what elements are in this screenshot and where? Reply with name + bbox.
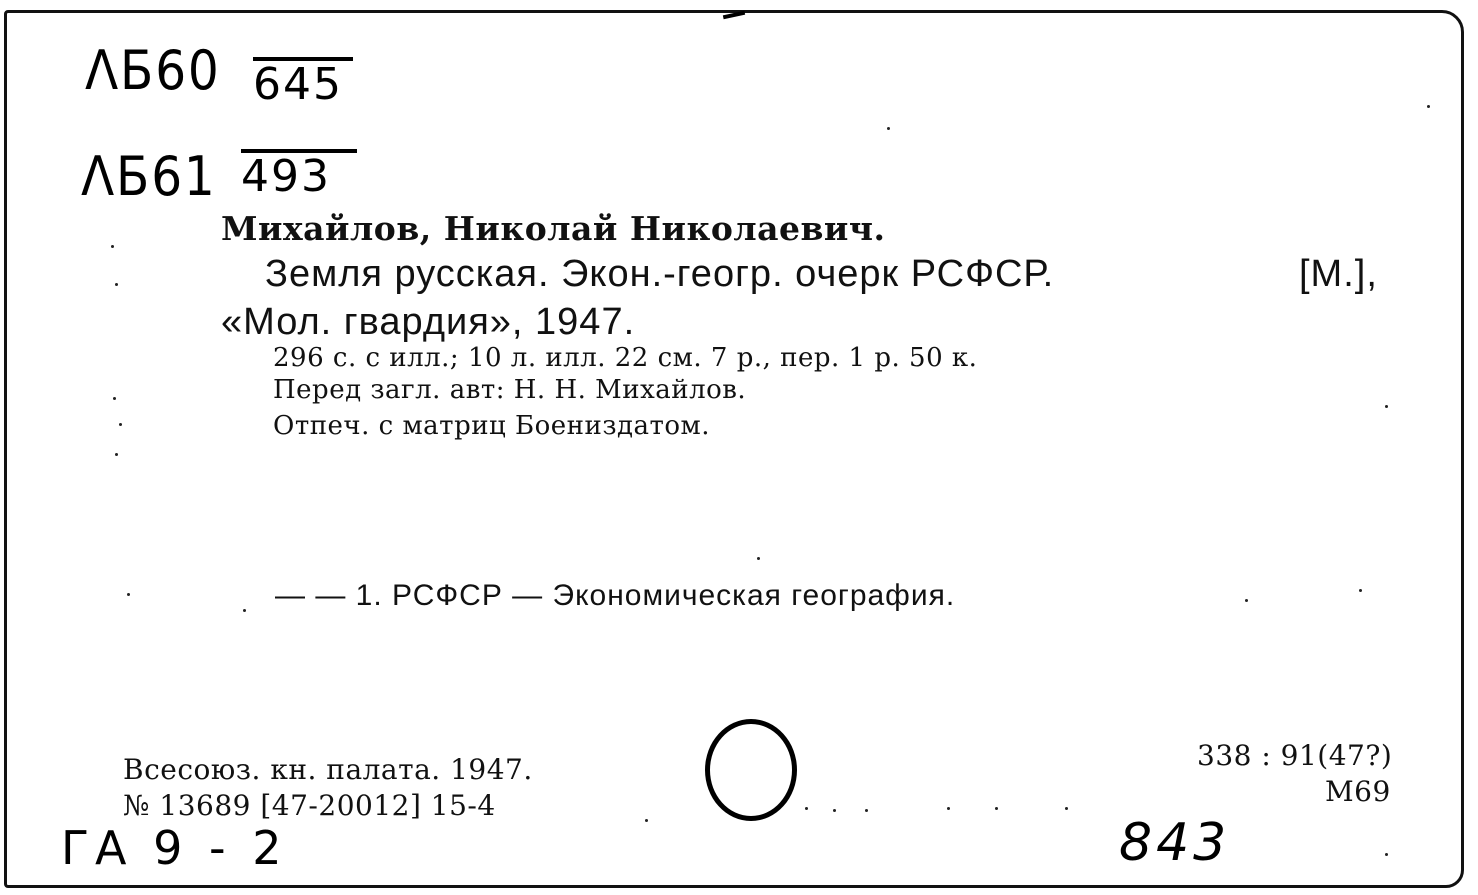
handwritten-call-number-1: 645 (253, 57, 353, 107)
title-line-2: «Мол. гвардия», 1947. (221, 301, 636, 343)
scan-speck (1427, 105, 1430, 108)
scan-speck (243, 609, 246, 612)
scan-speck (1245, 599, 1248, 602)
scan-speck (1385, 405, 1388, 408)
scan-speck (947, 807, 950, 810)
scan-speck (115, 453, 118, 456)
note-printing: Отпеч. с матриц Боениздатом. (273, 411, 711, 441)
handwritten-call-prefix-2: ΛБ61 (81, 145, 217, 208)
scan-speck (119, 423, 122, 426)
scan-speck (757, 557, 760, 560)
catalog-card (4, 10, 1464, 888)
handwritten-call-prefix-1: ΛБ60 (85, 39, 221, 102)
scan-speck (1065, 807, 1068, 810)
book-chamber: Всесоюз. кн. палата. 1947. (123, 753, 533, 786)
scan-speck (995, 807, 998, 810)
chamber-number: № 13689 [47-20012] 15-4 (123, 789, 496, 822)
handwritten-inventory-number: 843 (1119, 813, 1231, 873)
physical-description: 296 с. с илл.; 10 л. илл. 22 см. 7 р., пер. 1 р. 50 к. (273, 343, 978, 373)
scan-speck (645, 819, 648, 822)
scan-speck (1359, 589, 1362, 592)
scan-speck (115, 283, 118, 286)
stamp-circle (705, 719, 797, 821)
author-mark: М69 (1325, 775, 1391, 808)
handwritten-call-number-2: 493 (241, 149, 357, 199)
scan-speck (887, 127, 890, 130)
classification-index: 338 : 91(47?) (1197, 739, 1393, 772)
scan-speck (127, 593, 130, 596)
title-line-1: Земля русская. Экон.-геогр. очерк РСФСР. (265, 253, 1055, 295)
handwritten-shelf-mark: ГА 9 - 2 (61, 821, 288, 875)
scan-speck (805, 807, 808, 810)
publication-place: [М.], (1299, 253, 1378, 295)
scan-speck (1385, 853, 1388, 856)
subject-heading: — — 1. РСФСР — Экономическая география. (275, 579, 956, 612)
scan-speck (113, 397, 116, 400)
note-author: Перед загл. авт: Н. Н. Михайлов. (273, 375, 747, 405)
ink-mark (723, 11, 745, 19)
scan-speck (111, 245, 114, 248)
scan-speck (833, 809, 836, 812)
scan-speck (865, 809, 868, 812)
author-heading: Михайлов, Николай Николаевич. (221, 209, 886, 248)
